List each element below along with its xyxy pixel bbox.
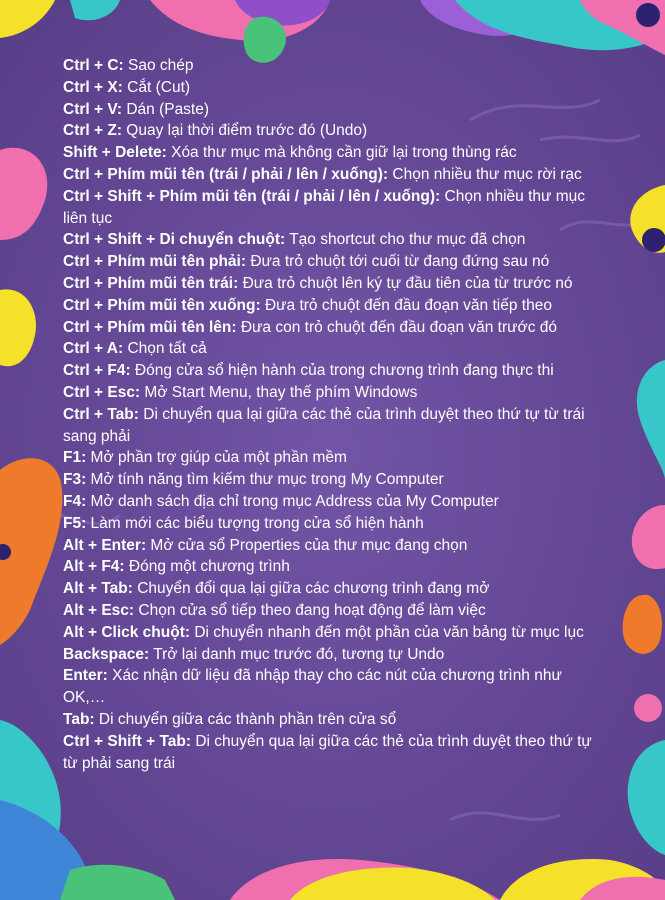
shortcut-item [63,404,608,448]
shortcut-key: F3: [63,471,87,489]
shortcut-desc: Mở tính năng tìm kiếm thư mục trong My Computer [86,471,444,489]
shortcut-item [63,491,608,513]
shortcut-key: Ctrl + Phím mũi tên phải: [63,253,247,271]
shortcut-desc: Chọn nhiều thư mục rời rạc [388,165,582,183]
shortcut-key: Enter: [63,667,108,685]
shortcut-item [63,142,608,164]
shortcut-item [63,229,608,251]
shortcut-desc: Làm mới các biểu tượng trong cửa sổ hiện hành [86,514,424,532]
shortcut-desc: Trở lại danh mục trước đó, tương tự Undo [149,645,445,663]
shortcut-item [63,338,608,360]
shortcut-desc: Di chuyển nhanh đến một phần của văn bảng từ mục lục [190,623,584,641]
shortcut-desc: Di chuyển giữa các thành phần trên cửa sổ [94,710,397,728]
shortcut-item [63,731,608,775]
shortcut-desc: Đóng một chương trình [124,558,290,576]
dot-right-dark [642,228,665,252]
shortcut-desc: Xóa thư mục mà không cần giữ lại trong thùng rác [166,144,517,162]
dot-top-right [636,3,660,27]
shortcut-desc: Mở Start Menu, thay thế phím Windows [140,383,418,401]
shortcut-item [63,665,608,709]
shortcut-desc: Đưa trỏ chuột tới cuối từ đang đứng sau nó [246,253,550,271]
shortcut-item [63,644,608,666]
shortcut-item [63,317,608,339]
shortcut-desc: Xác nhận dữ liệu đã nhập thay cho các nút của chương trình như OK,… [63,667,562,707]
shortcut-key: Ctrl + Phím mũi tên (trái / phải / lên / xuống): [63,165,389,183]
shortcut-key: Shift + Delete: [63,144,167,162]
shortcut-key: Alt + Click chuột: [63,623,191,641]
shortcut-desc: Di chuyển qua lại giữa các thẻ của trình duyệt theo thứ tự từ trái sang phải [63,405,585,445]
shortcut-desc: Chọn cửa sổ tiếp theo đang hoạt động để làm việc [134,601,486,619]
shortcut-list [63,55,608,774]
shortcut-desc: Đưa con trỏ chuột đến đầu đoạn văn trước đó [236,318,557,336]
shortcut-item [63,622,608,644]
shortcut-item [63,709,608,731]
shortcut-desc: Đưa trỏ chuột lên ký tự đầu tiên của từ trước nó [238,274,573,292]
shortcut-key: Alt + F4: [63,558,125,576]
shortcut-key: F4: [63,492,87,510]
shortcut-key: F5: [63,514,87,532]
shortcut-desc: Chuyển đổi qua lại giữa các chương trình đang mở [132,580,490,598]
shortcut-key: Ctrl + Z: [63,122,122,140]
shortcut-desc: Đưa trỏ chuột đến đầu đoạn văn tiếp theo [260,296,552,314]
shortcut-key: Ctrl + Phím mũi tên lên: [63,318,237,336]
shortcut-item [63,600,608,622]
shortcut-item [63,447,608,469]
shortcut-desc: Chọn tất cả [123,340,207,358]
shortcut-key: Ctrl + Shift + Di chuyển chuột: [63,231,286,249]
shortcut-item [63,513,608,535]
shortcut-desc: Mở danh sách địa chỉ trong mục Address của My Computer [86,492,499,510]
shortcut-desc: Quay lại thời điểm trước đó (Undo) [122,122,368,140]
shortcut-item [63,295,608,317]
shortcut-item [63,77,608,99]
shortcut-desc: Dán (Paste) [122,100,210,118]
shortcut-desc: Tạo shortcut cho thư mục đã chọn [285,231,526,249]
shortcut-item [63,556,608,578]
shortcut-item [63,360,608,382]
shortcut-item [63,535,608,557]
shortcut-item [63,120,608,142]
shortcut-key: Ctrl + Shift + Phím mũi tên (trái / phải / lên / xuống): [63,187,441,205]
dot-right-pink [634,694,662,722]
shortcut-key: Ctrl + C: [63,57,124,74]
shortcut-desc: Chọn nhiều thư mục liên tục [63,187,585,227]
shortcut-key: Backspace: [63,645,150,663]
shortcut-key: Ctrl + Phím mũi tên xuống: [63,296,261,314]
shortcut-desc: Di chuyển qua lại giữa các thẻ của trình duyệt theo thứ tự từ phải sang trái [63,732,592,772]
shortcut-key: Ctrl + Tab: [63,405,139,423]
shortcut-item [63,55,608,77]
shortcut-key: Ctrl + Shift + Tab: [63,732,192,750]
shortcut-key: Alt + Tab: [63,580,133,598]
shortcut-item [63,251,608,273]
shortcut-desc: Sao chép [123,57,194,74]
shortcut-desc: Cắt (Cut) [122,78,191,96]
shortcut-item [63,382,608,404]
shortcut-key: Ctrl + Phím mũi tên trái: [63,274,239,292]
shortcut-key: Alt + Enter: [63,536,147,554]
shortcut-desc: Mở phần trợ giúp của một phần mềm [86,449,347,467]
shortcut-key: Alt + Esc: [63,601,135,619]
shortcut-key: F1: [63,449,87,467]
shortcut-item [63,186,608,230]
shortcut-item [63,469,608,491]
shortcut-key: Ctrl + F4: [63,362,131,380]
shortcut-key: Tab: [63,710,95,728]
shortcut-item [63,578,608,600]
shortcut-key: Ctrl + X: [63,78,123,96]
shortcut-key: Ctrl + A: [63,340,124,358]
shortcut-desc: Đóng cửa sổ hiện hành của trong chương trình đang thực thi [130,362,554,380]
shortcut-key: Ctrl + Esc: [63,383,141,401]
shortcut-item [63,99,608,121]
shortcut-item [63,273,608,295]
shortcut-desc: Mở cửa sổ Properties của thư mục đang chọn [146,536,468,554]
shortcut-key: Ctrl + V: [63,100,123,118]
shortcut-item [63,164,608,186]
